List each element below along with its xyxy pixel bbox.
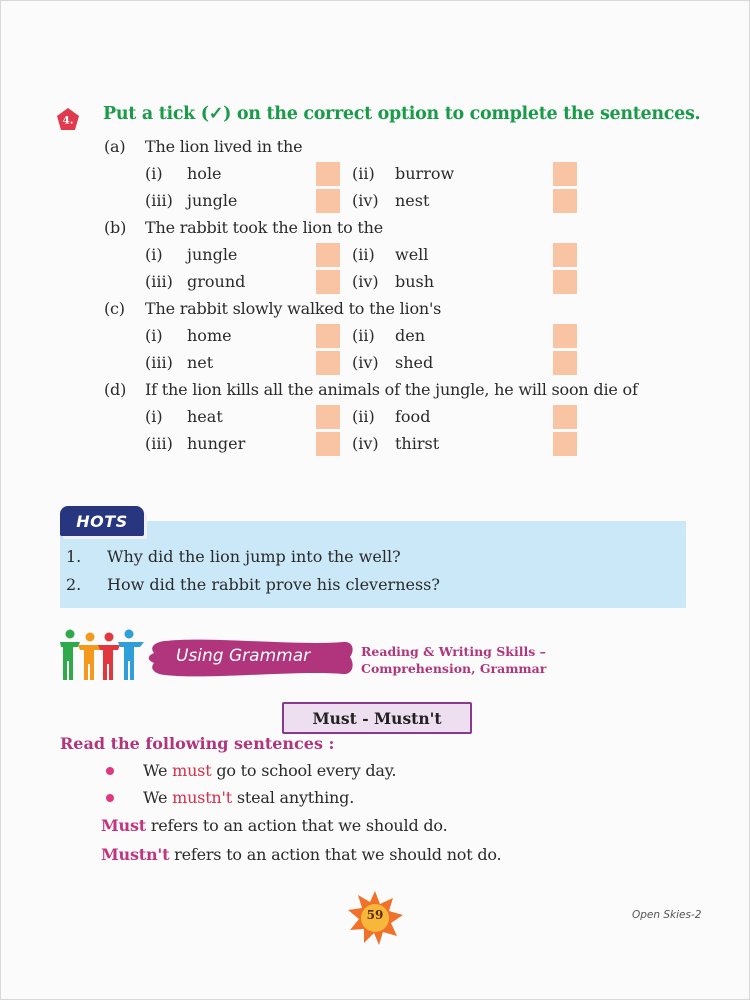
option-text: den	[395, 326, 426, 345]
option-text: well	[395, 245, 429, 264]
question-number-badge	[56, 107, 80, 131]
option-text: hunger	[187, 434, 246, 453]
tick-box[interactable]	[553, 243, 577, 267]
hots-question-number: 2.	[66, 575, 82, 594]
tick-box[interactable]	[316, 405, 340, 429]
option-number: (iii)	[145, 272, 173, 291]
option-text: net	[187, 353, 214, 372]
tick-box[interactable]	[553, 351, 577, 375]
hots-question-number: 1.	[66, 547, 82, 566]
option-text: thirst	[395, 434, 440, 453]
tick-box[interactable]	[316, 243, 340, 267]
page-number: 59	[366, 908, 384, 922]
tick-box[interactable]	[553, 270, 577, 294]
option-text: home	[187, 326, 232, 345]
option-text: nest	[395, 191, 430, 210]
tick-box[interactable]	[553, 405, 577, 429]
hots-label: HOTS	[76, 512, 128, 531]
tick-box[interactable]	[316, 270, 340, 294]
skills-line-1: Reading & Writing Skills –	[361, 644, 546, 659]
example-sentence	[143, 788, 354, 807]
item-letter: (d)	[104, 380, 127, 399]
sentence-part: We	[143, 761, 173, 780]
option-text: heat	[187, 407, 223, 426]
definition	[101, 845, 501, 864]
sentence-part: go to school every day.	[211, 761, 397, 780]
tick-box[interactable]	[316, 351, 340, 375]
sentence-highlight: must	[172, 761, 212, 780]
definition	[101, 816, 447, 835]
tick-box[interactable]	[553, 189, 577, 213]
option-text: bush	[395, 272, 435, 291]
topic-title: Must - Mustn't	[312, 709, 442, 728]
option-text: hole	[187, 164, 222, 183]
grammar-banner-label: Using Grammar	[176, 646, 311, 666]
sentence-part: We	[143, 788, 173, 807]
definition-term: Must	[101, 816, 146, 835]
book-name: Open Skies-2	[632, 909, 702, 921]
option-text: shed	[395, 353, 434, 372]
item-stem: The lion lived in the	[145, 137, 303, 156]
sentence-highlight: mustn't	[172, 788, 232, 807]
option-number: (iii)	[145, 353, 173, 372]
option-number: (i)	[145, 245, 163, 264]
tick-box[interactable]	[316, 162, 340, 186]
item-stem: The rabbit took the lion to the	[145, 218, 384, 237]
tick-box[interactable]	[553, 432, 577, 456]
tick-box[interactable]	[553, 324, 577, 348]
sentence-part: steal anything.	[231, 788, 355, 807]
question-title: Put a tick (✓) on the correct option to complete the sentences.	[103, 104, 701, 124]
option-number: (iv)	[352, 191, 379, 210]
skills-label	[361, 643, 546, 677]
option-number: (ii)	[352, 164, 375, 183]
example-sentence	[143, 761, 396, 780]
option-number: (ii)	[352, 326, 375, 345]
tick-box[interactable]	[553, 162, 577, 186]
item-stem: The rabbit slowly walked to the lion's	[145, 299, 442, 318]
definition-term: Mustn't	[101, 845, 170, 864]
definition-text: refers to an action that we should not do.	[169, 845, 502, 864]
read-heading: Read the following sentences :	[60, 734, 335, 753]
option-number: (iv)	[352, 353, 379, 372]
hots-question-text: Why did the lion jump into the well?	[107, 547, 401, 566]
option-number: (iii)	[145, 434, 173, 453]
option-number: (ii)	[352, 245, 375, 264]
hots-tab	[60, 506, 144, 536]
option-text: food	[395, 407, 431, 426]
option-number: (iv)	[352, 434, 379, 453]
item-letter: (b)	[104, 218, 127, 237]
option-text: jungle	[187, 245, 238, 264]
option-text: burrow	[395, 164, 455, 183]
tick-box[interactable]	[316, 189, 340, 213]
item-letter: (a)	[104, 137, 126, 156]
option-number: (i)	[145, 164, 163, 183]
option-text: ground	[187, 272, 246, 291]
topic-box	[282, 702, 472, 734]
bullet-icon	[106, 794, 114, 802]
children-group-icon	[58, 628, 148, 682]
option-text: jungle	[187, 191, 238, 210]
item-letter: (c)	[104, 299, 125, 318]
bullet-icon	[106, 767, 114, 775]
hots-question-text: How did the rabbit prove his cleverness?	[107, 575, 440, 594]
item-stem: If the lion kills all the animals of the jungle, he will soon die of	[145, 380, 638, 399]
option-number: (i)	[145, 407, 163, 426]
tick-box[interactable]	[316, 324, 340, 348]
skills-line-2: Comprehension, Grammar	[361, 661, 547, 676]
option-number: (ii)	[352, 407, 375, 426]
option-number: (iii)	[145, 191, 173, 210]
option-number: (iv)	[352, 272, 379, 291]
tick-box[interactable]	[316, 432, 340, 456]
option-number: (i)	[145, 326, 163, 345]
definition-text: refers to an action that we should do.	[145, 816, 448, 835]
question-number: 4.	[62, 114, 74, 127]
